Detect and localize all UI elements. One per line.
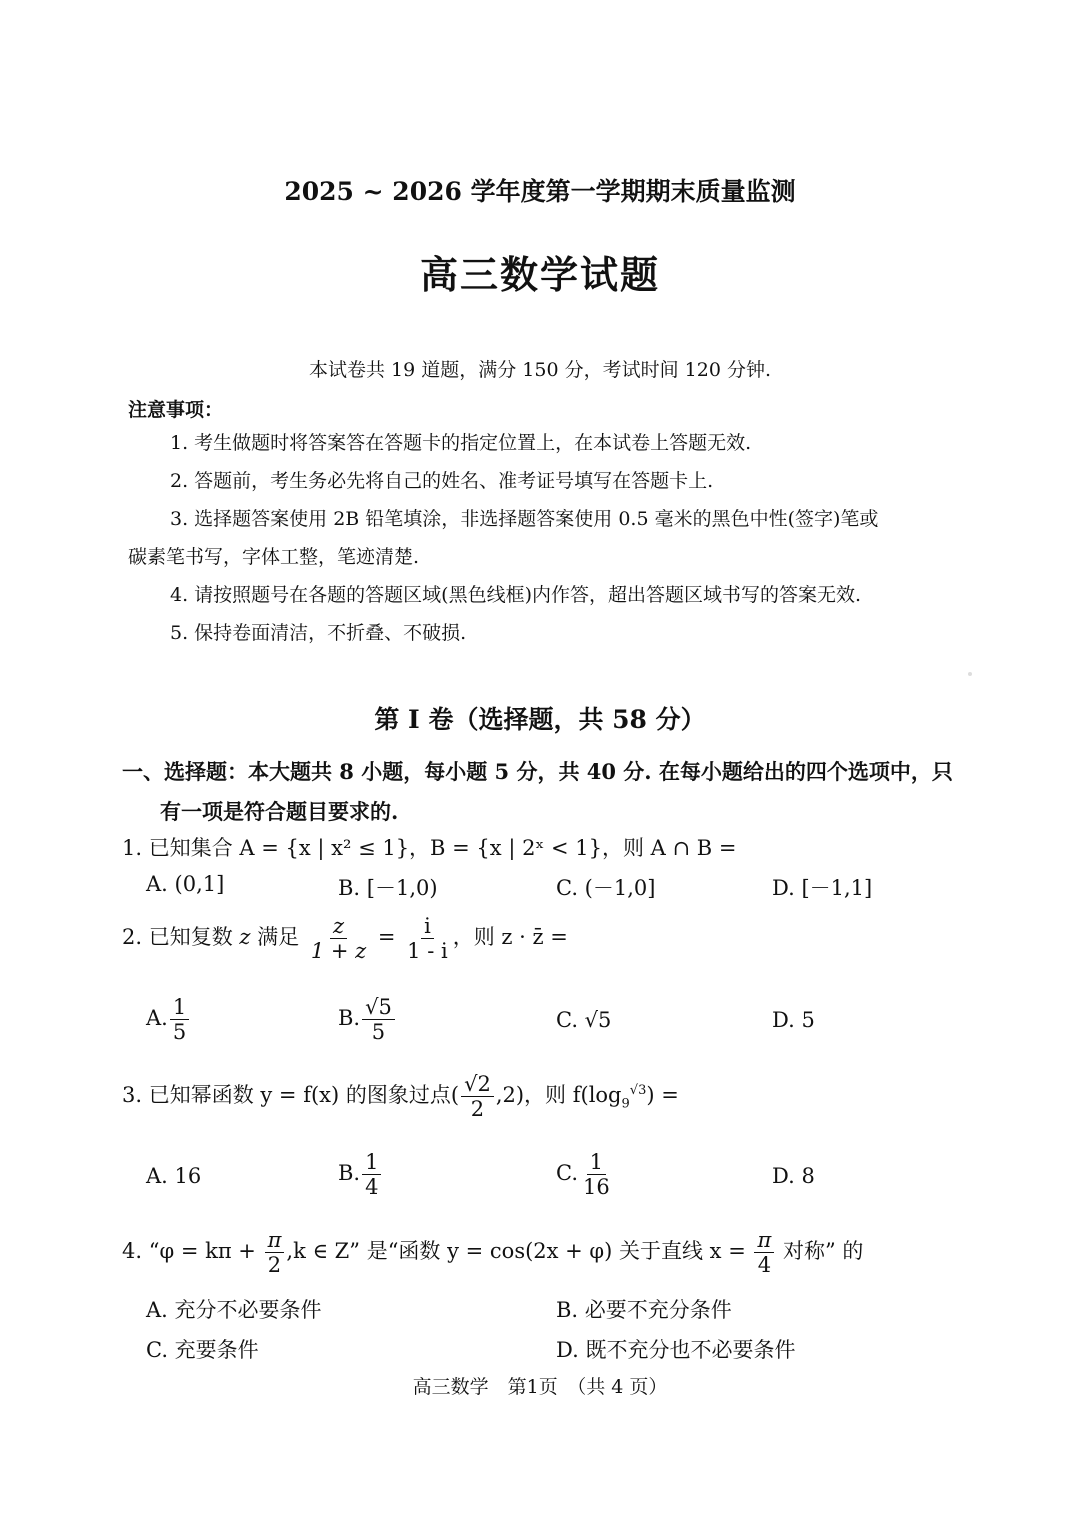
q2-suffix: ，则 z · z̄ = [452, 925, 568, 950]
notice-item: 5. 保持卷面清洁，不折叠、不破损. [170, 622, 467, 644]
fraction-numerator: √2 [461, 1072, 494, 1097]
q4-fraction-2 [754, 1228, 774, 1277]
fraction-denominator: 5 [172, 1020, 187, 1045]
q1-option-b: B. [－1,0) [338, 876, 438, 900]
notice-item: 2. 答题前，考生务必先将自己的姓名、准考证号填写在答题卡上. [170, 470, 714, 492]
q2-mid: 满足 [250, 925, 300, 950]
q3-option-b [338, 1150, 383, 1199]
q2-prefix: 2. 已知复数 [122, 925, 240, 950]
q4-option-a: A. 充分不必要条件 [146, 1298, 322, 1322]
q2-equals: = [371, 925, 403, 950]
question-3-stem [122, 1072, 679, 1121]
notice-item: 碳素笔书写，字体工整，笔迹清楚. [128, 546, 420, 568]
notice-item: 1. 考生做题时将答案答在答题卡的指定位置上，在本试卷上答题无效. [170, 432, 752, 454]
q1-option-c: C. (－1,0] [556, 876, 656, 900]
scan-speck [968, 672, 972, 676]
fraction-denominator: 1 - i [407, 939, 448, 964]
fraction-denominator: 2 [267, 1253, 282, 1278]
q3-point-fraction [461, 1072, 494, 1121]
q1-option-d: D. [－1,1] [772, 876, 873, 900]
option-label: C. [556, 1161, 578, 1186]
fraction-numerator: i [421, 914, 434, 939]
q1-option-a: A. (0,1] [146, 872, 225, 896]
q3-option-c [556, 1150, 615, 1199]
page-title: 高三数学试题 [419, 252, 660, 297]
fraction-numerator: 1 [362, 1150, 381, 1175]
option-label: B. [338, 1006, 361, 1031]
question-4-stem [122, 1228, 863, 1277]
q2-option-c: C. √5 [556, 1008, 612, 1032]
q2-option-b [338, 995, 397, 1044]
fraction-numerator: 1 [587, 1150, 606, 1175]
option-label: A. [146, 1006, 168, 1031]
fraction-numerator: z [330, 914, 347, 939]
q3-suffix: ,2)，则 f(log [495, 1083, 622, 1108]
option-fraction [362, 1150, 381, 1199]
page-footer: 高三数学 第1页 （共 4 页） [412, 1376, 668, 1398]
question-1-stem: 1. 已知集合 A = {x | x² ≤ 1}，B = {x | 2ˣ < 1}，则 A ∩ B = [122, 836, 737, 860]
q2-var: z [239, 925, 251, 950]
q3-option-a: A. 16 [146, 1164, 202, 1188]
part-heading-line: 一、选择题：本大题共 8 小题，每小题 5 分，共 40 分. 在每小题给出的四个选项中，只 [122, 759, 953, 784]
q4-option-c: C. 充要条件 [146, 1338, 259, 1362]
q4-fraction-1 [265, 1228, 285, 1277]
q4-prefix: 4. “φ = kπ + [122, 1239, 263, 1264]
fraction-denominator: 1 + z [310, 939, 367, 964]
q2-option-d: D. 5 [772, 1008, 815, 1032]
q3-prefix: 3. 已知幂函数 y = f(x) 的图象过点( [122, 1083, 460, 1108]
q4-option-d: D. 既不充分也不必要条件 [556, 1338, 796, 1362]
fraction-denominator: 4 [757, 1253, 772, 1278]
fraction-numerator: π [754, 1228, 774, 1253]
notice-heading: 注意事项： [128, 399, 224, 421]
notice-item: 4. 请按照题号在各题的答题区域(黑色线框)内作答，超出答题区域书写的答案无效. [170, 584, 862, 606]
notice-item: 3. 选择题答案使用 2B 铅笔填涂，非选择题答案使用 0.5 毫米的黑色中性(签字)笔或 [170, 508, 879, 530]
fraction-numerator: 1 [170, 995, 189, 1020]
fraction-numerator: √5 [362, 995, 395, 1020]
option-fraction [362, 995, 395, 1044]
fraction-denominator: 16 [583, 1175, 610, 1200]
section-title: 第 Ⅰ 卷（选择题，共 58 分） [374, 705, 706, 734]
q3-end: ) = [646, 1083, 679, 1108]
fraction-denominator: 5 [371, 1020, 386, 1045]
part-heading [122, 752, 972, 832]
fraction-numerator: π [265, 1228, 285, 1253]
q4-mid: ,k ∈ Z” 是“函数 y = cos(2x + φ) 关于直线 x = [286, 1239, 753, 1264]
exam-header: 2025 ~ 2026 学年度第一学期期末质量监测 [284, 177, 796, 206]
exam-info: 本试卷共 19 道题，满分 150 分，考试时间 120 分钟. [309, 359, 771, 381]
log-base: 9 [621, 1096, 630, 1112]
q2-fraction-left [308, 914, 369, 963]
q4-option-b: B. 必要不充分条件 [556, 1298, 732, 1322]
q4-suffix: 对称” 的 [776, 1239, 864, 1264]
option-fraction [580, 1150, 613, 1199]
notice-list [128, 424, 968, 652]
q2-fraction-right [404, 914, 451, 963]
fraction-denominator: 4 [365, 1175, 379, 1200]
option-fraction [170, 995, 189, 1044]
option-label: B. [338, 1161, 361, 1186]
log-argument: √3 [629, 1083, 647, 1099]
fraction-denominator: 2 [470, 1097, 485, 1122]
q2-option-a [146, 995, 191, 1044]
question-2-stem [122, 914, 568, 963]
q3-option-d: D. 8 [772, 1164, 815, 1188]
part-heading-line: 有一项是符合题目要求的. [160, 799, 399, 824]
